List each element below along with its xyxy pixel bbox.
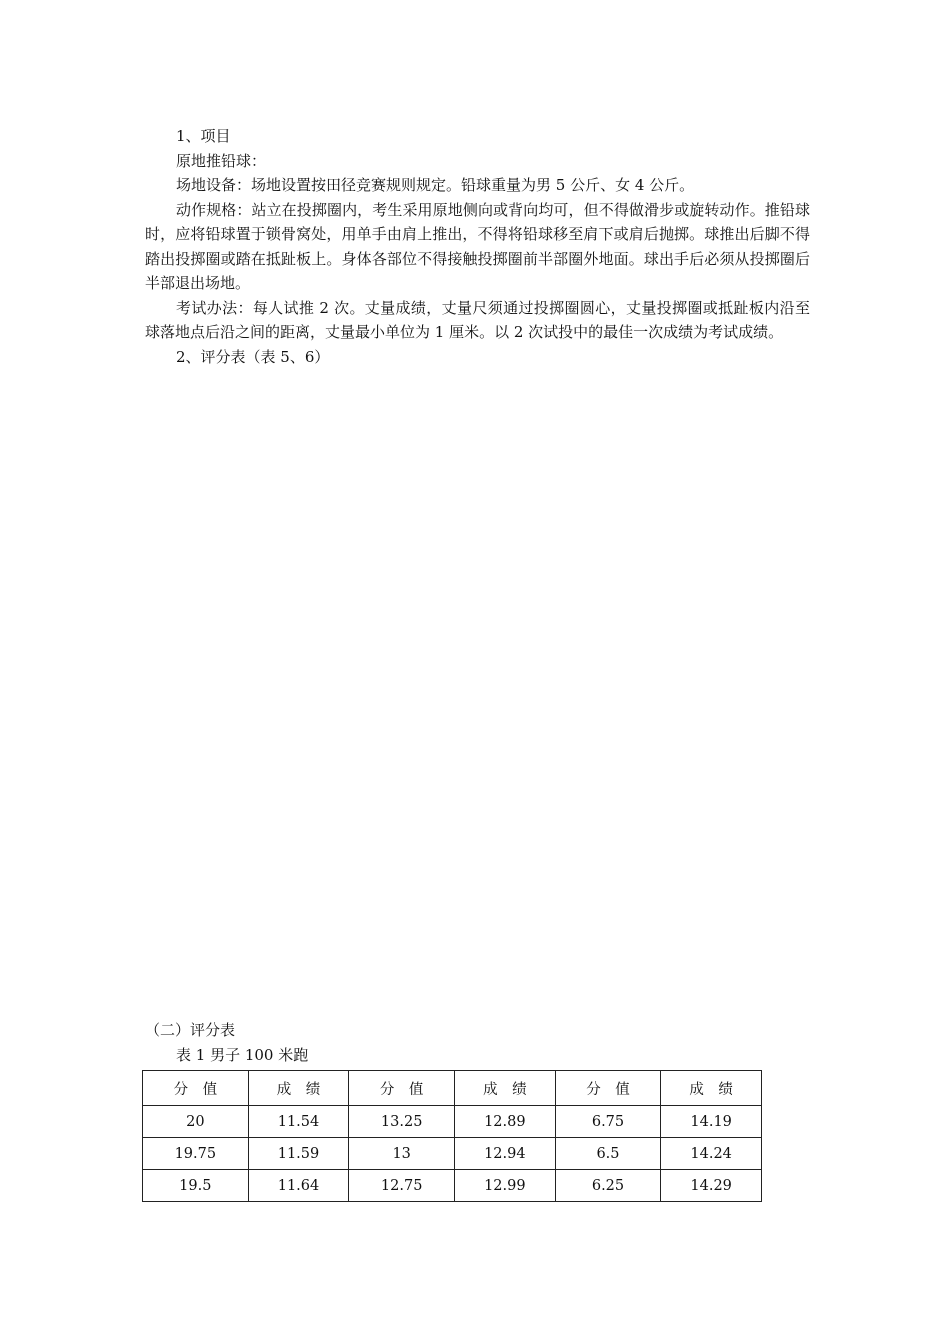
table-cell: 6.25 (555, 1170, 661, 1202)
table-caption: 表 1 男子 100 米跑 (176, 1046, 309, 1064)
table-cell: 12.94 (455, 1138, 556, 1170)
scoring-heading: （二）评分表 (145, 1021, 236, 1039)
table-cell: 11.59 (248, 1138, 349, 1170)
item-heading: 1、项目 (176, 127, 231, 145)
equipment-paragraph: 场地设备：场地设置按田径竞赛规则规定。铅球重量为男 5 公斤、女 4 公斤。 (176, 176, 695, 194)
header-result-2: 成 绩 (455, 1071, 556, 1106)
header-result-1: 成 绩 (248, 1071, 349, 1106)
header-result-3: 成 绩 (661, 1071, 762, 1106)
table-header-row (143, 1071, 762, 1106)
table-cell: 13 (349, 1138, 455, 1170)
header-score-3: 分 值 (555, 1071, 661, 1106)
table-cell: 6.5 (555, 1138, 661, 1170)
table-cell: 11.64 (248, 1170, 349, 1202)
table-cell: 14.19 (661, 1106, 762, 1138)
table-cell: 12.89 (455, 1106, 556, 1138)
header-score-2: 分 值 (349, 1071, 455, 1106)
table-cell: 19.5 (143, 1170, 249, 1202)
table-cell: 13.25 (349, 1106, 455, 1138)
table-cell: 12.75 (349, 1170, 455, 1202)
table-cell: 14.29 (661, 1170, 762, 1202)
table-cell: 6.75 (555, 1106, 661, 1138)
exam-method-paragraph: 考试办法：每人试推 2 次。丈量成绩，丈量尺须通过投掷圈圆心，丈量投掷圈或抵趾板内沿至球落地点后沿之间的距离，丈量最小单位为 1 厘米。以 2 次试投中的最佳一次成绩为考试成绩。 (145, 298, 810, 341)
table-cell: 20 (143, 1106, 249, 1138)
header-score-1: 分 值 (143, 1071, 249, 1106)
table-row (143, 1106, 762, 1138)
scoring-reference: 2、评分表（表 5、6） (176, 347, 330, 366)
table-cell: 14.24 (661, 1138, 762, 1170)
shot-put-section (145, 124, 810, 369)
table-cell: 12.99 (455, 1170, 556, 1202)
table-row (143, 1170, 762, 1202)
event-name: 原地推铅球： (176, 151, 267, 170)
score-table (142, 1070, 762, 1202)
table-row (143, 1138, 762, 1170)
table-cell: 19.75 (143, 1138, 249, 1170)
action-rules-paragraph: 动作规格：站立在投掷圈内，考生采用原地侧向或背向均可，但不得做滑步或旋转动作。推铅球时，应将铅球置于锁骨窝处，用单手由肩上推出，不得将铅球移至肩下或肩后抛掷。球推出后脚不得踏出投掷圈或踏在抵趾板上。身体各部位不得接触投掷圈前半部圈外地面。球出手后必须从投掷圈后半部退出场地。 (145, 200, 810, 292)
table-cell: 11.54 (248, 1106, 349, 1138)
